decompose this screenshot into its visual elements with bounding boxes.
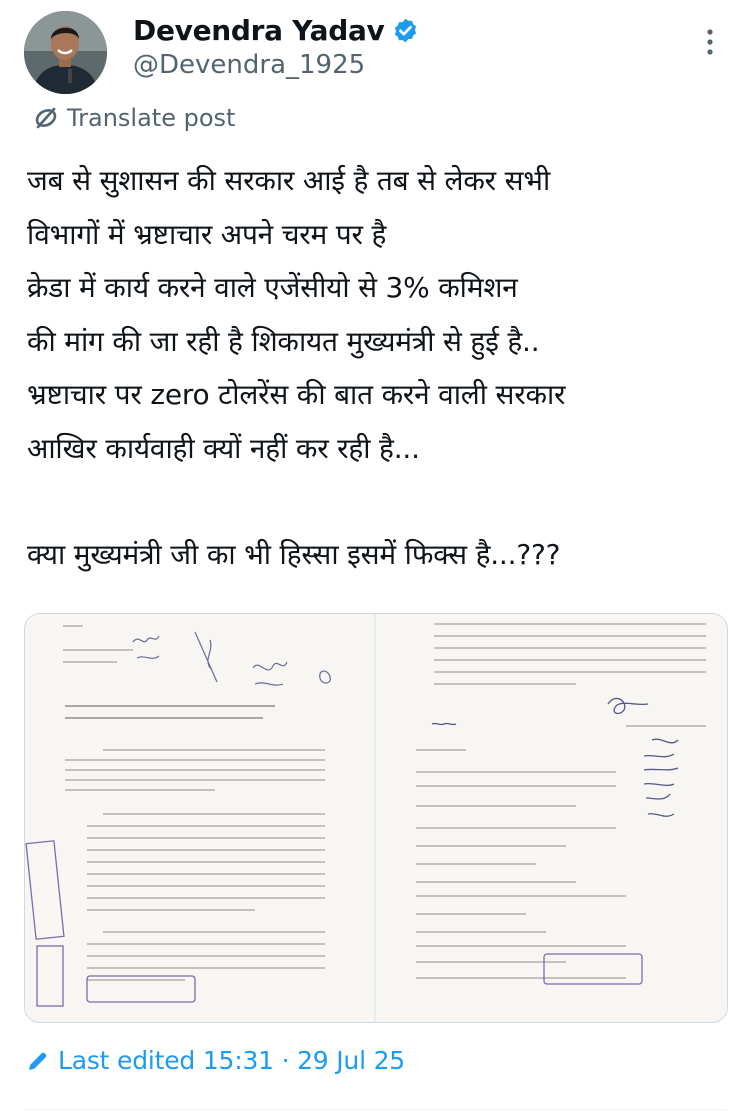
post-line: विभागों में भ्रष्टाचार अपने चरम पर है — [27, 217, 387, 251]
avatar-photo — [24, 11, 107, 94]
translate-post-button[interactable] — [33, 104, 235, 132]
divider — [24, 1109, 726, 1110]
avatar[interactable] — [24, 11, 107, 94]
author-name-row[interactable] — [133, 14, 419, 47]
translate-icon — [33, 105, 59, 131]
post-line: क्या मुख्यमंत्री जी का भी हिस्सा इसमें फिक्स है...??? — [27, 538, 561, 571]
post-line: की मांग की जा रही है शिकायत मुख्यमंत्री से हुई है.. — [27, 324, 540, 358]
post-line: जब से सुशासन की सरकार आई है तब से लेकर सभी — [27, 164, 551, 197]
document-image-right[interactable] — [376, 614, 727, 1022]
post-line: क्रेडा में कार्य करने वाले एजेंसीयो से 3% कमिशन — [27, 271, 518, 304]
scanned-letter-page-right — [376, 614, 727, 1022]
post-line: आखिर कार्यवाही क्यों नहीं कर रही है... — [27, 431, 420, 465]
author-handle[interactable]: @Devendra_1925 — [133, 50, 366, 80]
document-image-left[interactable] — [25, 614, 374, 1022]
post-text — [27, 154, 737, 582]
verified-badge-icon — [392, 17, 419, 44]
translate-post-label: Translate post — [67, 104, 236, 132]
edit-pencil-icon — [26, 1049, 50, 1073]
post-media[interactable] — [24, 613, 728, 1023]
author-display-name[interactable]: Devendra Yadav — [133, 14, 385, 47]
post-line: भ्रष्टाचार पर zero टोलरेंस की बात करने वाली सरकार — [27, 378, 566, 411]
scanned-letter-page-left — [25, 614, 374, 1022]
more-options-icon[interactable] — [695, 24, 725, 60]
last-edited-label: Last edited 15:31 · 29 Jul 25 — [58, 1046, 405, 1075]
last-edited-button[interactable] — [26, 1046, 405, 1075]
